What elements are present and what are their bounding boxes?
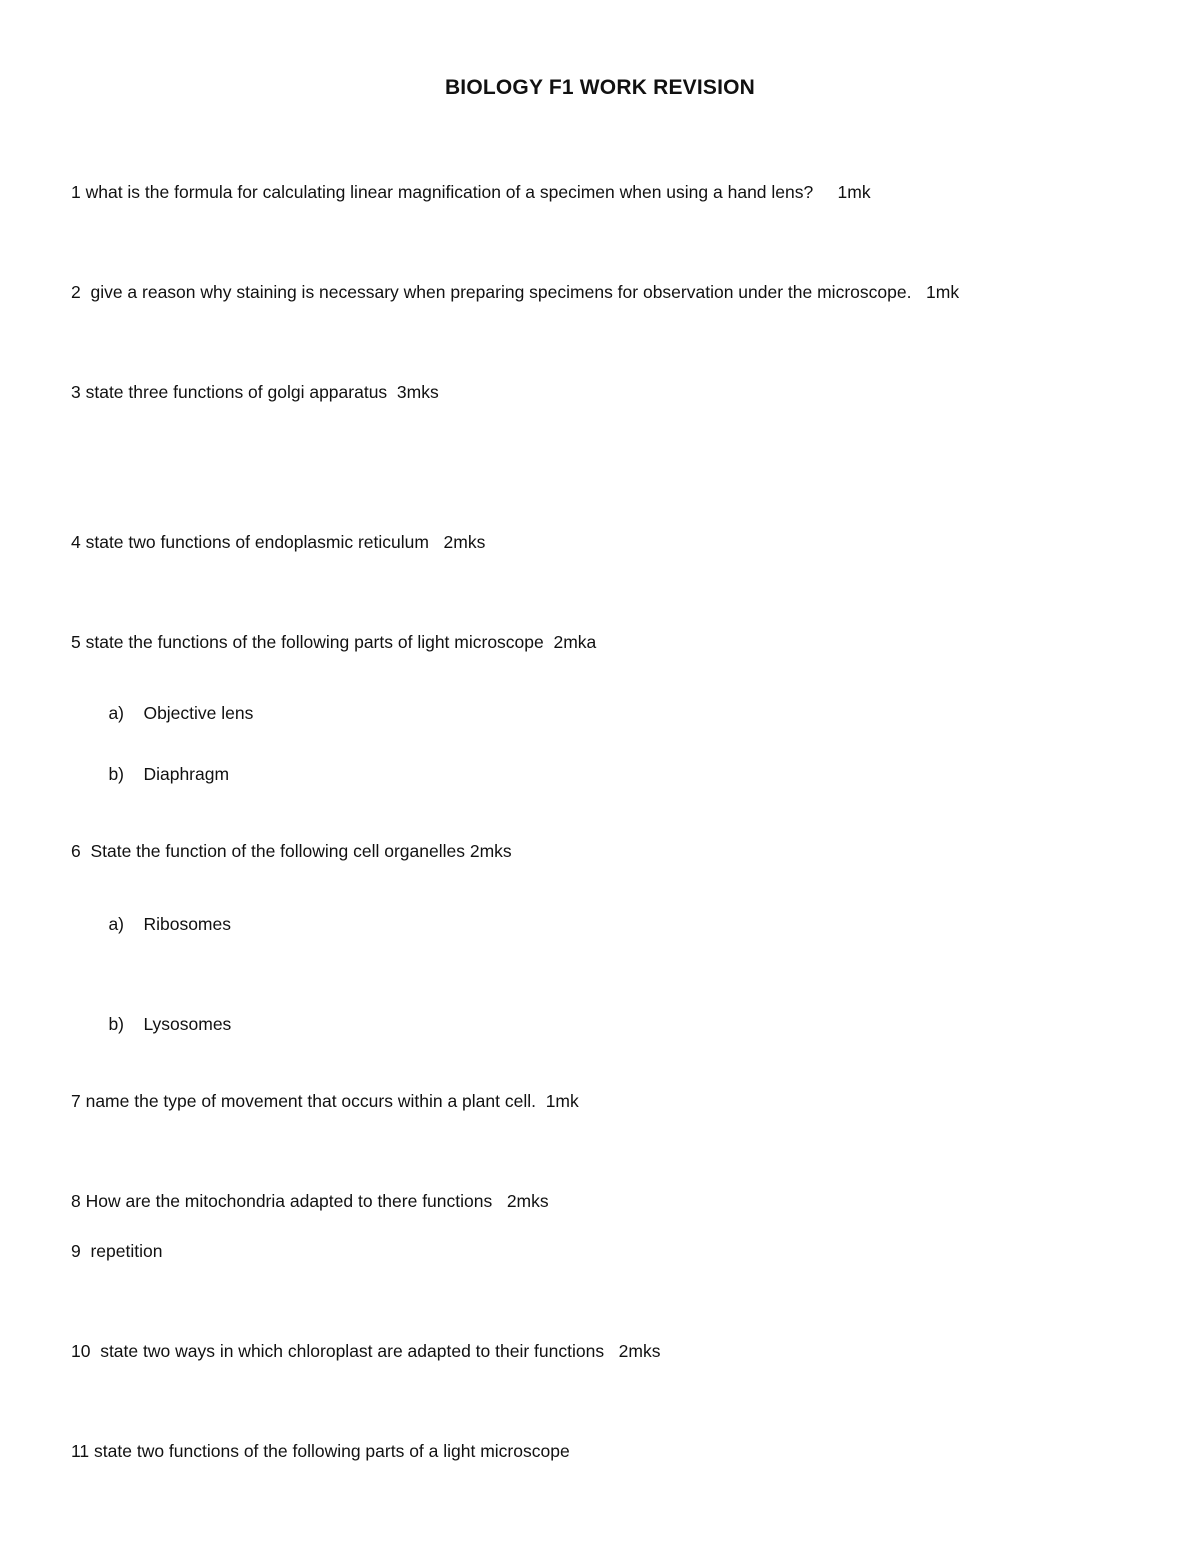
question-4: 4 state two functions of endoplasmic reticulum 2mks bbox=[71, 532, 486, 552]
question-3: 3 state three functions of golgi apparatus 3mks bbox=[71, 382, 439, 402]
question-7: 7 name the type of movement that occurs within a plant cell. 1mk bbox=[71, 1091, 579, 1111]
question-5-part-b bbox=[89, 741, 229, 807]
list-marker: a) bbox=[108, 914, 125, 934]
list-marker: b) bbox=[108, 1014, 125, 1034]
question-8: 8 How are the mitochondria adapted to there functions 2mks bbox=[71, 1191, 549, 1211]
question-11: 11 state two functions of the following parts of a light microscope bbox=[71, 1441, 570, 1461]
question-6-part-a bbox=[89, 891, 231, 957]
question-6: 6 State the function of the following cell organelles 2mks bbox=[71, 841, 512, 861]
list-item-text: Lysosomes bbox=[143, 1014, 232, 1034]
list-item-text: Diaphragm bbox=[143, 764, 230, 784]
page-title: BIOLOGY F1 WORK REVISION bbox=[444, 76, 756, 99]
list-marker: b) bbox=[108, 764, 125, 784]
question-5: 5 state the functions of the following parts of light microscope 2mka bbox=[71, 632, 597, 652]
question-10: 10 state two ways in which chloroplast are adapted to their functions 2mks bbox=[71, 1341, 661, 1361]
list-item-text: Objective lens bbox=[143, 703, 254, 723]
question-9: 9 repetition bbox=[71, 1241, 163, 1261]
question-6-part-b bbox=[89, 991, 231, 1057]
list-marker: a) bbox=[108, 703, 125, 723]
list-item-text: Ribosomes bbox=[143, 914, 231, 934]
question-1: 1 what is the formula for calculating linear magnification of a specimen when using a hand lens? 1mk bbox=[71, 182, 871, 202]
question-5-part-a bbox=[89, 680, 253, 746]
question-2: 2 give a reason why staining is necessary when preparing specimens for observation under the microscope. 1mk bbox=[71, 282, 960, 302]
